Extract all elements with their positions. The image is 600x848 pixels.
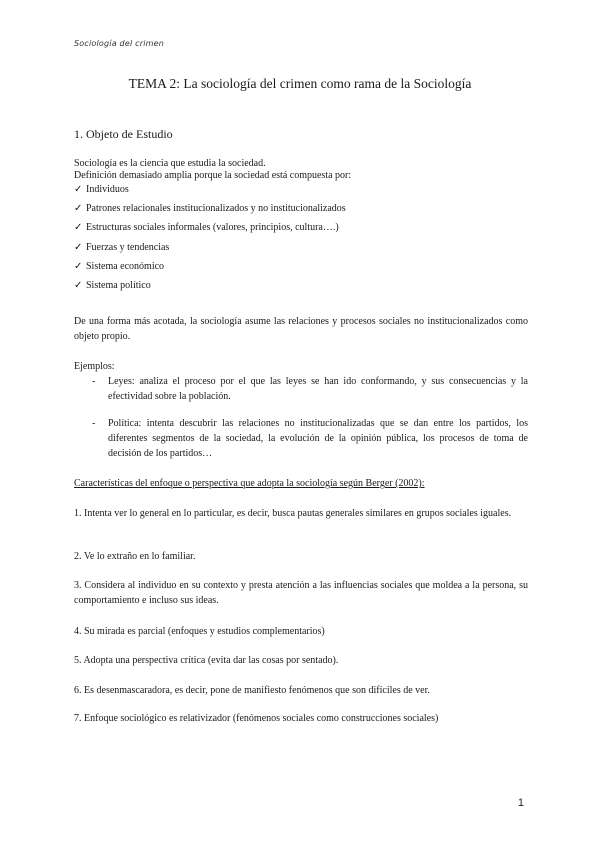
characteristic-item: 5. Adopta una perspectiva crítica (evita dar las cosas por sentado). [74, 655, 339, 666]
checkmark-icon: ✓ [74, 203, 83, 215]
checklist-item-text: Sistema económico [86, 260, 165, 272]
characteristic-item: 3. Considera al individuo en su contexto y presta atención a las influencias sociales que moldea a la persona, su comportamiento e incluso sus ideas. [74, 580, 528, 606]
checklist-item-text: Patrones relacionales institucionalizados y no institucionalizados [86, 203, 346, 215]
checklist-item [74, 259, 346, 278]
composition-checklist [74, 182, 346, 297]
document-title: TEMA 2: La sociología del crimen como rama de la Sociología [128, 76, 472, 91]
checkmark-icon: ✓ [74, 241, 83, 253]
checklist-item [74, 201, 346, 220]
example-text: Política: intenta descubrir las relaciones no institucionalizadas que se dan entre los partidos, los diferentes segmentos de la sociedad, la evolución de la opinión pública, los procesos de toma de decisión de los partidos… [108, 418, 528, 459]
checklist-item-text: Individuos [86, 184, 129, 195]
dash-bullet: - [92, 418, 96, 429]
checklist-item [74, 278, 346, 297]
characteristic-item: 6. Es desenmascaradora, es decir, pone de manifiesto fenómenos que son difíciles de ver. [74, 685, 430, 696]
intro-line-1: Sociología es la ciencia que estudia la sociedad. [74, 158, 266, 169]
characteristics-heading: Características del enfoque o perspectiva que adopta la sociología según Berger (2002): [74, 478, 425, 489]
checkmark-icon: ✓ [74, 279, 83, 291]
checklist-item [74, 220, 346, 239]
checklist-item-text: Sistema político [86, 279, 151, 291]
checklist-item-text: Estructuras sociales informales (valores, principios, cultura….) [86, 222, 339, 234]
characteristic-item: 7. Enfoque sociológico es relativizador (fenómenos sociales como construcciones sociales) [74, 713, 439, 724]
checkmark-icon: ✓ [74, 184, 83, 195]
checklist-item [74, 240, 346, 259]
checkmark-icon: ✓ [74, 260, 83, 272]
examples-label: Ejemplos: [74, 361, 115, 372]
page-number: 1 [517, 797, 524, 809]
example-text: Leyes: analiza el proceso por el que las leyes se han ido conformando, y sus consecuencias y la efectividad sobre la población. [108, 376, 528, 402]
acotada-paragraph: De una forma más acotada, la sociología asume las relaciones y procesos sociales no institucionalizados como objeto propio. [74, 316, 528, 342]
checklist-item [74, 182, 346, 201]
section-heading: 1. Objeto de Estudio [74, 127, 173, 141]
characteristic-item: 2. Ve lo extraño en lo familiar. [74, 551, 196, 562]
characteristic-item: 4. Su mirada es parcial (enfoques y estudios complementarios) [74, 626, 325, 637]
checkmark-icon: ✓ [74, 222, 83, 234]
checklist-item-text: Fuerzas y tendencias [86, 241, 170, 253]
characteristic-item: 1. Intenta ver lo general en lo particular, es decir, busca pautas generales similares en grupos sociales iguales. [74, 508, 512, 519]
intro-line-2: Definición demasiado amplia porque la sociedad está compuesta por: [74, 170, 352, 181]
running-header: Sociología del crimen [74, 39, 165, 48]
dash-bullet: - [92, 376, 96, 387]
